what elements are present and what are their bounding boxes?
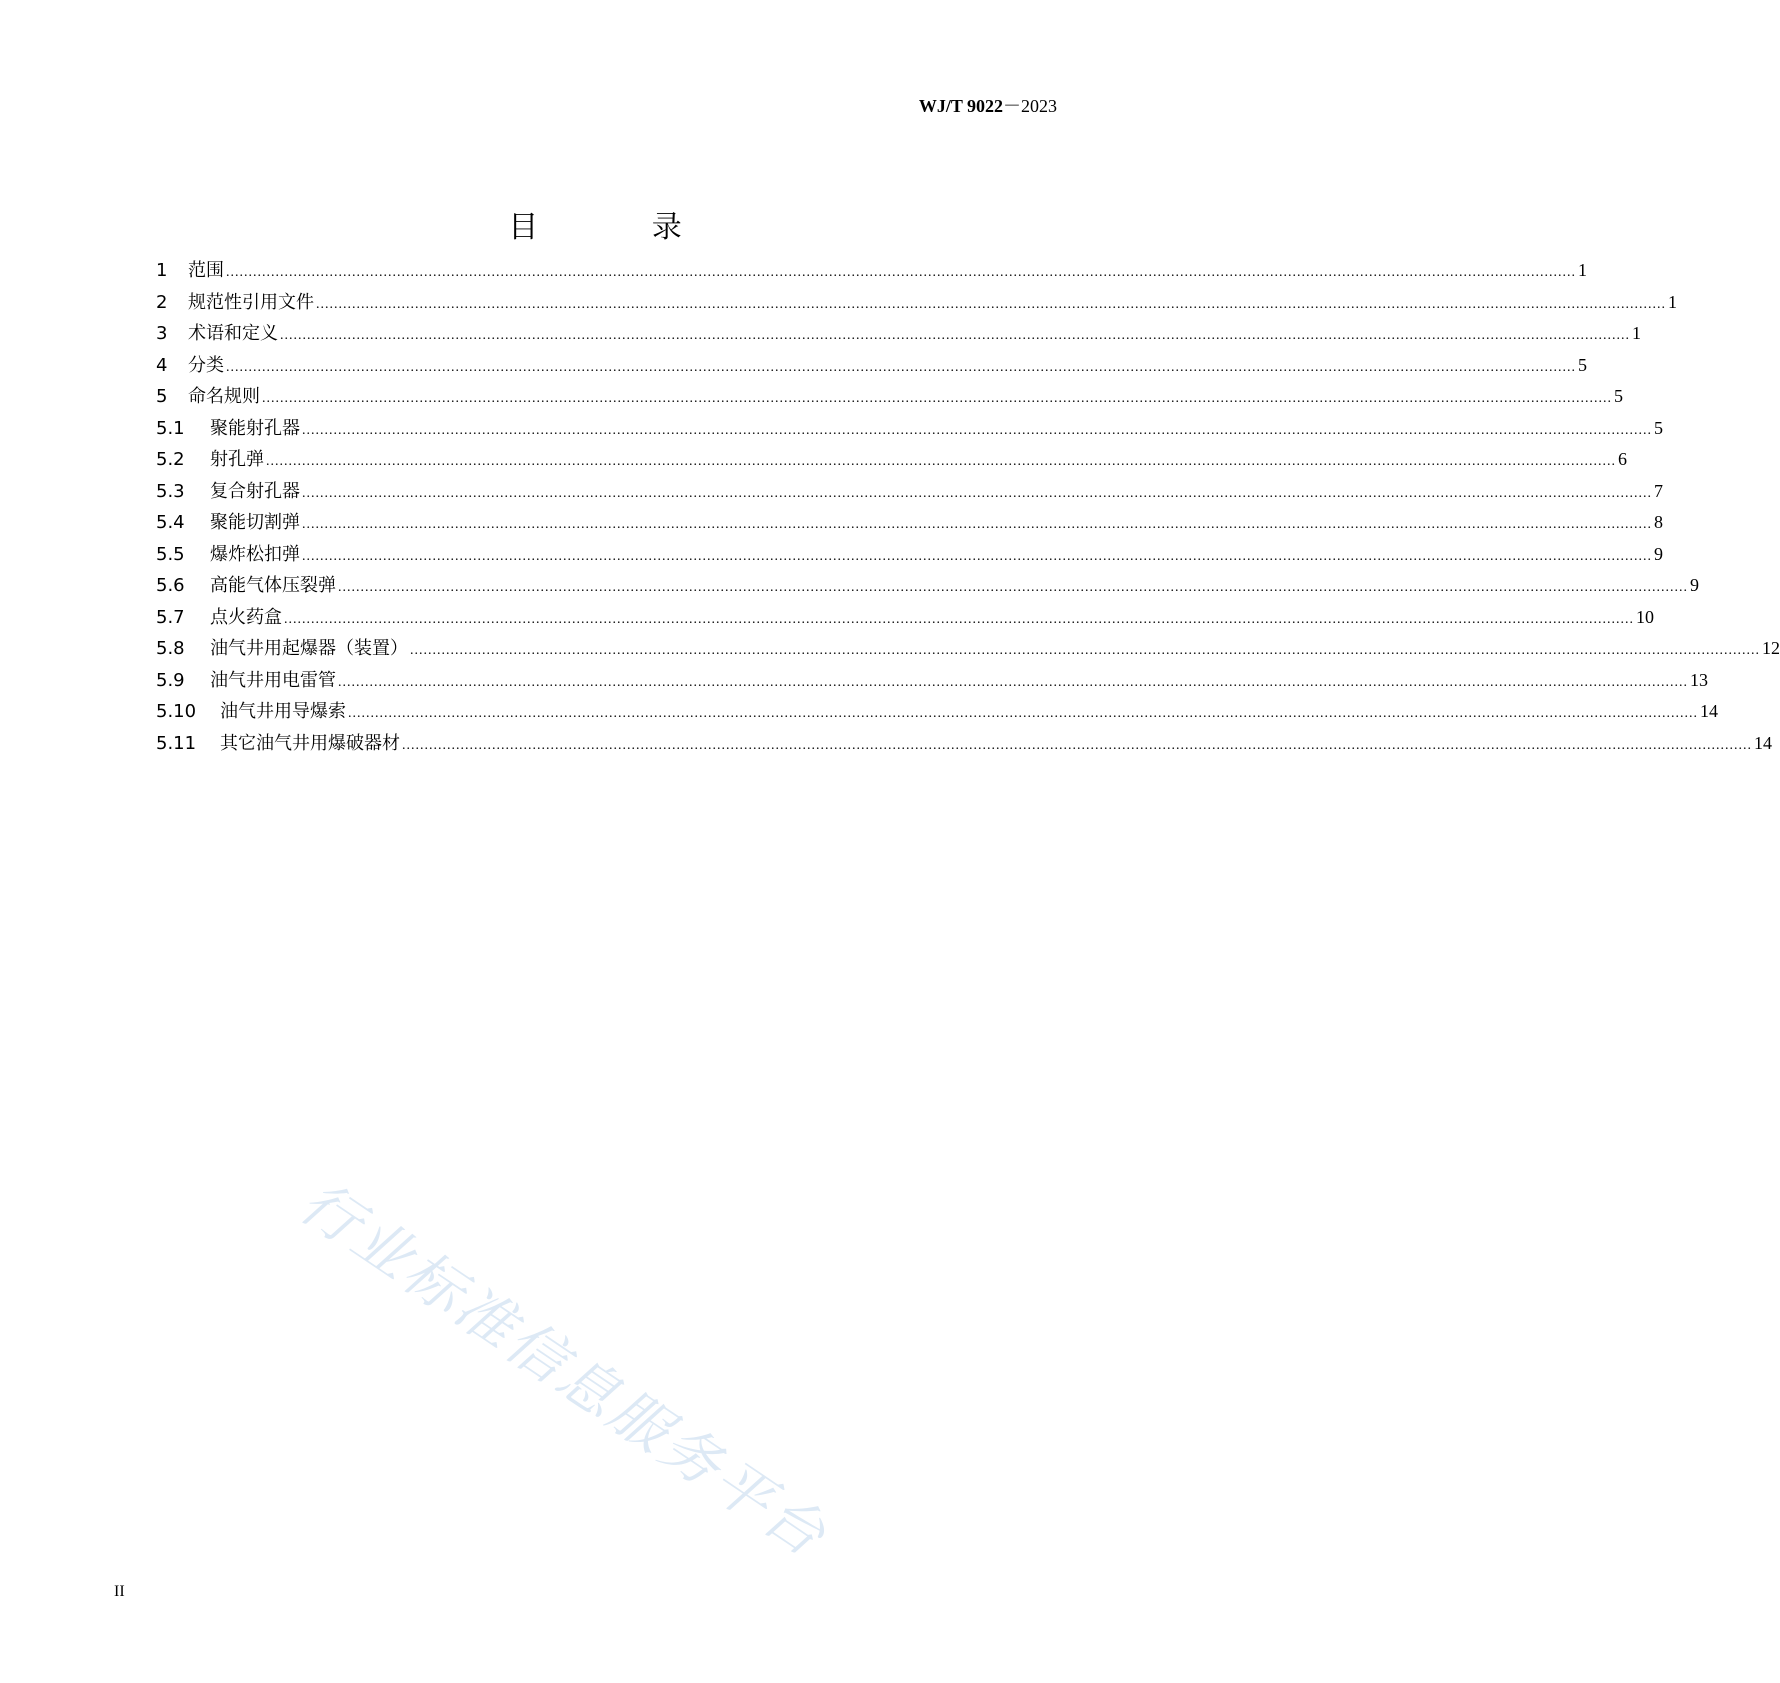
toc-entry[interactable] (156, 382, 1623, 414)
table-of-contents (156, 256, 1780, 760)
watermark: 行业标准信息服务平台 (288, 1167, 841, 1572)
toc-entry-number: 3 (156, 323, 168, 344)
toc-entry-number: 5.4 (156, 512, 185, 533)
toc-entry-page: 14 (1700, 701, 1718, 721)
toc-entry-label: 高能气体压裂弹 (210, 575, 336, 596)
toc-entry-page: 1 (1668, 291, 1677, 312)
toc-entry-label: 爆炸松扣弹 (210, 543, 300, 565)
toc-entry-number: 5.7 (156, 606, 185, 628)
document-code-year: －2023 (1003, 96, 1057, 116)
toc-dot-leader: ............................................................................................................................................................................................................................................................................................................ (302, 548, 1652, 564)
toc-dot-leader: ............................................................................................................................................................................................................................................................................................................ (280, 328, 1630, 343)
toc-entry[interactable] (156, 540, 1663, 572)
toc-entry-number: 5.1 (156, 417, 185, 439)
toc-entry[interactable] (156, 634, 1780, 666)
toc-entry-label: 射孔弹 (210, 449, 264, 470)
toc-entry-number: 4 (156, 354, 168, 376)
toc-dot-leader: ............................................................................................................................................................................................................................................................................................................ (402, 737, 1752, 753)
toc-entry-label: 聚能射孔器 (210, 417, 300, 439)
toc-entry[interactable] (156, 288, 1677, 320)
toc-dot-leader: ............................................................................................................................................................................................................................................................................................................ (226, 359, 1576, 375)
document-code-id: WJ/T 9022 (918, 96, 1003, 116)
toc-entry-page: 10 (1636, 606, 1654, 627)
toc-entry-label: 油气井用起爆器（装置） (210, 638, 408, 659)
toc-dot-leader: ............................................................................................................................................................................................................................................................................................................ (226, 265, 1576, 280)
toc-dot-leader: ............................................................................................................................................................................................................................................................................................................ (302, 485, 1652, 501)
document-code (919, 92, 1057, 118)
toc-entry-page: 13 (1690, 669, 1708, 690)
toc-entry-page: 5 (1614, 386, 1623, 406)
toc-dot-leader: ............................................................................................................................................................................................................................................................................................................ (302, 422, 1652, 438)
toc-entry-number: 2 (156, 291, 168, 313)
toc-entry-page: 8 (1654, 512, 1663, 532)
toc-dot-leader: ............................................................................................................................................................................................................................................................................................................ (410, 643, 1760, 658)
toc-dot-leader: ............................................................................................................................................................................................................................................................................................................ (284, 611, 1634, 627)
toc-entry-label: 油气井用电雷管 (210, 669, 336, 691)
toc-entry-page: 12 (1762, 638, 1780, 658)
page-title: 目 录 (508, 210, 734, 245)
toc-entry[interactable] (156, 697, 1718, 729)
toc-entry-label: 规范性引用文件 (188, 291, 314, 313)
toc-entry-page: 9 (1654, 543, 1663, 564)
toc-entry-label: 其它油气井用爆破器材 (220, 732, 400, 754)
toc-entry[interactable] (156, 477, 1663, 509)
toc-entry-number: 5.11 (156, 732, 197, 754)
toc-dot-leader: ............................................................................................................................................................................................................................................................................................................ (338, 580, 1688, 595)
toc-entry-number: 1 (156, 260, 168, 281)
toc-entry[interactable] (156, 666, 1708, 698)
toc-entry-label: 范围 (188, 260, 224, 281)
toc-entry[interactable] (156, 414, 1663, 446)
toc-entry[interactable] (156, 256, 1587, 288)
toc-entry-page: 5 (1654, 417, 1663, 438)
toc-entry[interactable] (156, 603, 1654, 635)
toc-entry-number: 5.6 (156, 575, 185, 596)
toc-entry-label: 聚能切割弹 (210, 512, 300, 533)
toc-entry-number: 5.10 (156, 701, 197, 722)
toc-entry-label: 分类 (188, 354, 224, 376)
toc-entry-label: 复合射孔器 (210, 480, 300, 502)
toc-entry[interactable] (156, 729, 1772, 761)
toc-entry-number: 5.3 (156, 480, 185, 502)
toc-dot-leader: ............................................................................................................................................................................................................................................................................................................ (338, 674, 1688, 690)
toc-entry-page: 5 (1578, 354, 1587, 375)
toc-entry-page: 1 (1578, 260, 1587, 280)
toc-entry[interactable] (156, 319, 1641, 351)
toc-entry-page: 14 (1754, 732, 1772, 753)
toc-entry-number: 5.2 (156, 449, 185, 470)
toc-dot-leader: ............................................................................................................................................................................................................................................................................................................ (262, 391, 1612, 406)
toc-dot-leader: ............................................................................................................................................................................................................................................................................................................ (316, 296, 1666, 312)
toc-entry-label: 术语和定义 (188, 323, 278, 344)
toc-entry-number: 5 (156, 386, 168, 407)
toc-entry[interactable] (156, 351, 1587, 383)
toc-entry-page: 9 (1690, 575, 1699, 595)
toc-entry-label: 油气井用导爆索 (220, 701, 346, 722)
toc-entry[interactable] (156, 508, 1663, 540)
toc-entry[interactable] (156, 445, 1627, 477)
toc-dot-leader: ............................................................................................................................................................................................................................................................................................................ (302, 517, 1652, 532)
toc-entry-number: 5.9 (156, 669, 185, 691)
toc-entry[interactable] (156, 571, 1699, 603)
toc-entry-page: 1 (1632, 323, 1641, 343)
toc-entry-label: 点火药盒 (210, 606, 282, 628)
toc-entry-page: 7 (1654, 480, 1663, 501)
toc-entry-label: 命名规则 (188, 386, 260, 407)
toc-dot-leader: ............................................................................................................................................................................................................................................................................................................ (348, 706, 1698, 721)
toc-entry-number: 5.5 (156, 543, 185, 565)
toc-entry-page: 6 (1618, 449, 1627, 469)
page-number: II (114, 1583, 125, 1600)
toc-dot-leader: ............................................................................................................................................................................................................................................................................................................ (266, 454, 1616, 469)
toc-entry-number: 5.8 (156, 638, 185, 659)
